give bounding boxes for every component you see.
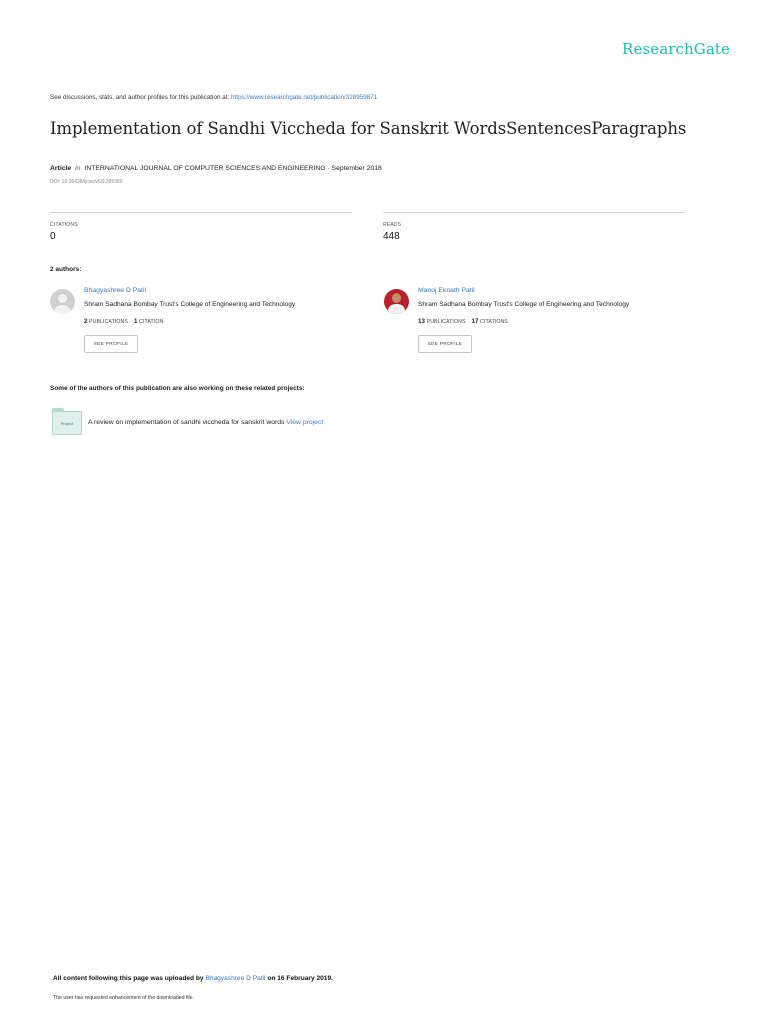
upload-notice-date: on 16 February 2019.: [265, 975, 333, 982]
uploader-link[interactable]: Bhagyashree D Patil: [205, 975, 266, 982]
authors-heading: 2 authors:: [50, 266, 82, 273]
enhancement-notice: The user has requested enhancement of the downloaded file.: [53, 995, 195, 1001]
reads-divider: [383, 212, 684, 213]
citations-count: 0: [50, 231, 56, 242]
see-profile-button[interactable]: SEE PROFILE: [84, 335, 138, 353]
publication-doi: DOI: 10.26438/ijcse/v6i9.355360: [50, 179, 123, 185]
default-user-avatar-icon[interactable]: [50, 289, 75, 314]
user-photo-avatar-icon[interactable]: [384, 289, 409, 314]
author-citations-count: 17: [471, 318, 479, 325]
project-title: A review on implementation of sandhi viccheda for sanskrit words: [88, 419, 285, 426]
publication-url-link[interactable]: https://www.researchgate.net/publication/328959871: [230, 94, 378, 101]
upload-notice-prefix: All content following this page was uploaded by: [53, 975, 206, 982]
view-project-link[interactable]: View project: [286, 419, 324, 426]
publication-notice: [50, 94, 377, 101]
author-publications-label: PUBLICATIONS: [89, 319, 128, 325]
author-institution: Shram Sadhana Bombay Trust's College of Engineering and Technology: [418, 301, 630, 308]
publication-type: Article: [50, 165, 72, 172]
author-stats: [84, 318, 163, 325]
publication-in-word: in: [75, 165, 81, 172]
author-card: [384, 287, 704, 357]
publication-meta: [50, 165, 382, 172]
publication-title: Implementation of Sandhi Viccheda for Sanskrit WordsSentencesParagraphs: [50, 119, 687, 138]
author-publications-count: 13: [418, 318, 426, 325]
author-citations-count: 1: [133, 318, 138, 325]
author-citations-label: CITATIONS: [480, 319, 508, 325]
author-name-link[interactable]: Bhagyashree D Patil: [84, 287, 146, 294]
author-stats: [418, 318, 508, 325]
see-profile-button[interactable]: SEE PROFILE: [418, 335, 472, 353]
journal-name: INTERNATIONAL JOURNAL OF COMPUTER SCIENCES AND ENGINEERING · September 2018: [84, 165, 382, 172]
citations-divider: [50, 212, 351, 213]
reads-count: 448: [383, 231, 400, 242]
author-publications-count: 2: [84, 318, 88, 325]
author-institution: Shram Sadhana Bombay Trust's College of Engineering and Technology: [84, 301, 296, 308]
project-folder-icon[interactable]: [52, 411, 82, 435]
project-icon-label: Project: [60, 421, 74, 426]
project-description: [88, 419, 323, 426]
upload-notice: [53, 975, 333, 982]
author-name-link[interactable]: Manoj Eknath Patil: [418, 287, 475, 294]
researchgate-logo[interactable]: ResearchGate: [622, 40, 730, 58]
author-publications-label: PUBLICATIONS: [426, 319, 466, 325]
citations-label: CITATIONS: [50, 222, 78, 228]
author-citations-label: CITATION: [139, 319, 164, 325]
author-card: [50, 287, 370, 357]
publication-notice-text: See discussions, stats, and author profiles for this publication at:: [50, 94, 231, 101]
reads-label: READS: [383, 222, 402, 228]
related-project-item: [50, 410, 470, 438]
related-projects-heading: Some of the authors of this publication are also working on these related projects:: [50, 385, 305, 392]
